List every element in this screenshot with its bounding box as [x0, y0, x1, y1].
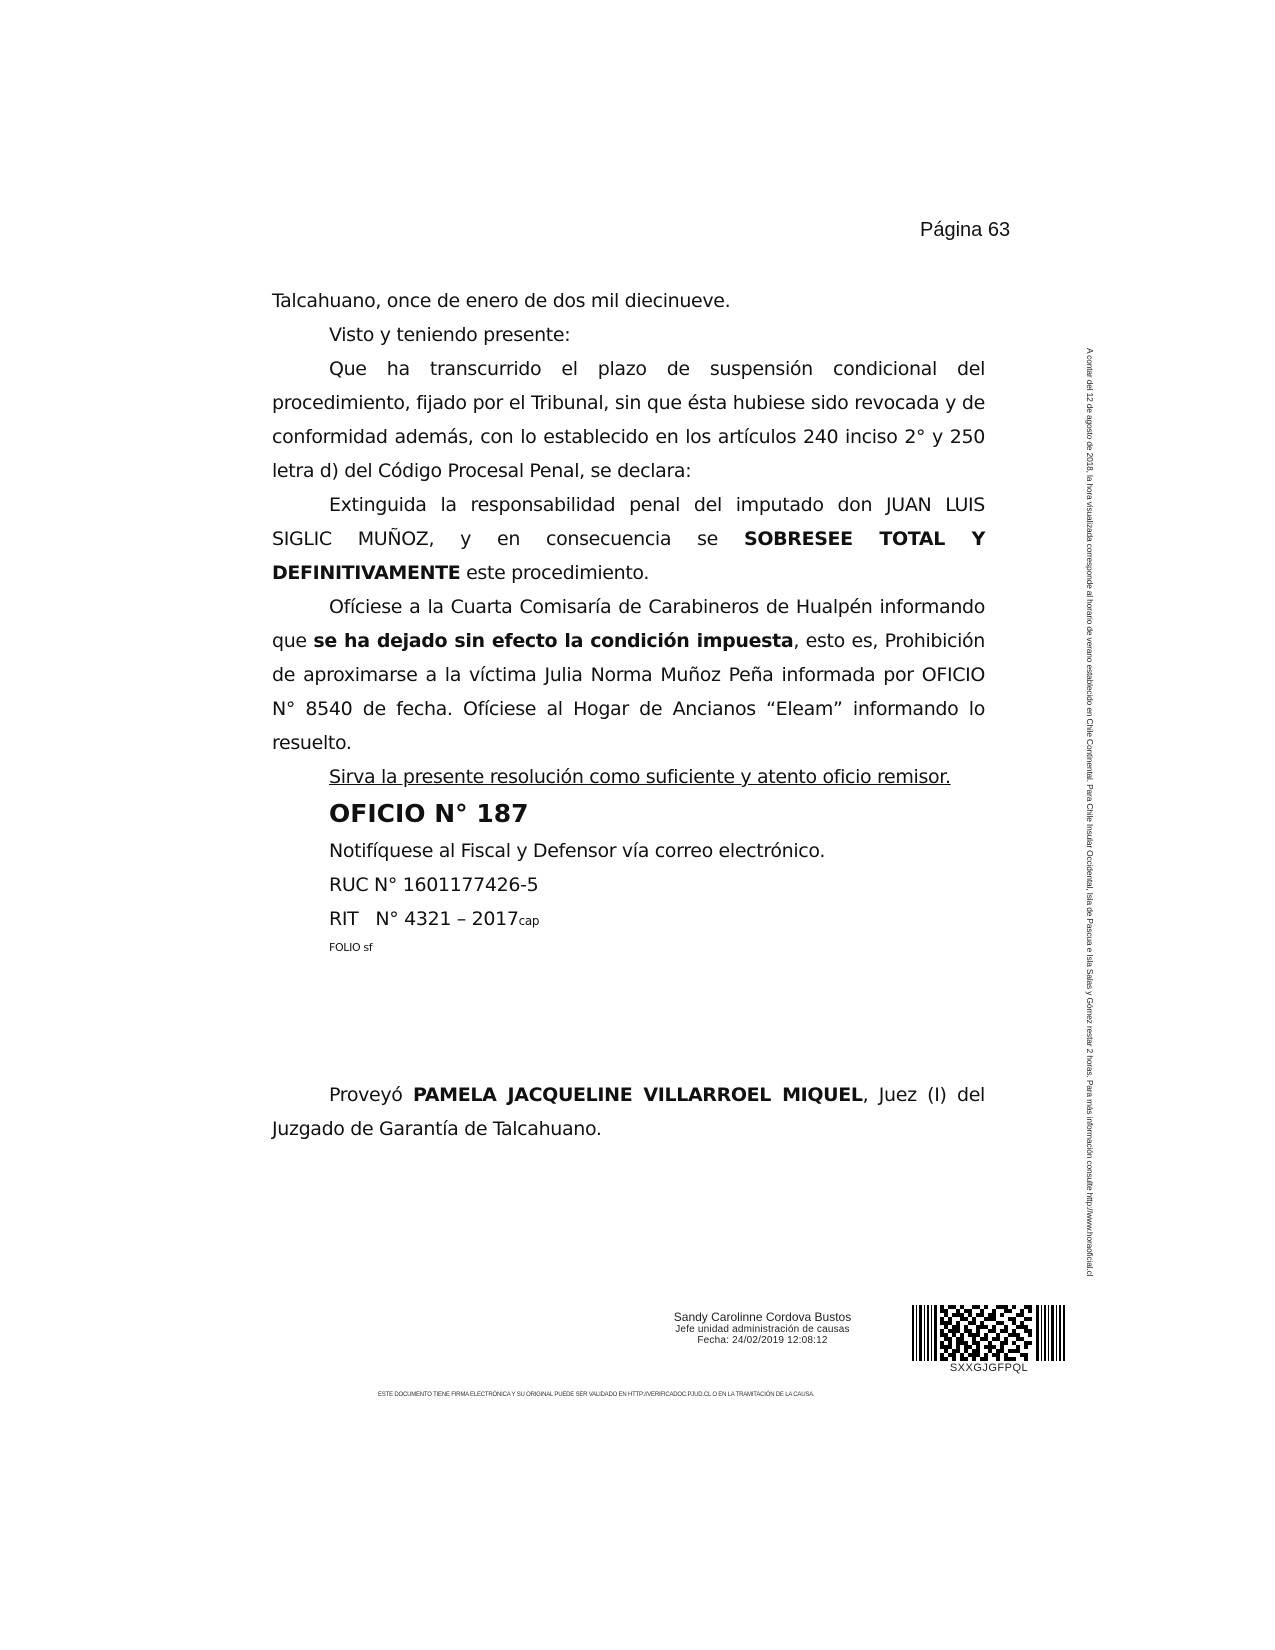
sobresee-emphasis: SOBRESEE TOTAL Y DEFINITIVAMENTE: [272, 528, 985, 584]
paragraph-sobreseimiento-text: Extinguida la responsabilidad penal del imputado don JUAN LUIS SIGLIC MUÑOZ, y en consecuencia se: [272, 494, 985, 550]
oficio-heading: OFICIO N° 187: [329, 799, 529, 828]
rit-text: RIT N° 4321 – 2017: [329, 908, 519, 930]
resolution-body: [272, 284, 985, 1146]
signer-name: Sandy Carolinne Cordova Bustos: [673, 1310, 852, 1324]
notifiquese-line: Notifíquese al Fiscal y Defensor vía correo electrónico.: [329, 840, 826, 862]
condicion-emphasis: se ha dejado sin efecto la condición impuesta: [313, 630, 794, 652]
paragraph-suspension: Que ha transcurrido el plazo de suspensión condicional del procedimiento, fijado por el Tribunal, sin que ésta hubiese sido revocada y de conformidad además, con lo establecido en los artículos 240 inciso 2° y 250 letra d) del Código Procesal Penal, se declara:: [272, 358, 985, 482]
signature-date: Fecha: 24/02/2019 12:08:12: [697, 1335, 828, 1346]
signer-role: Jefe unidad administración de causas: [675, 1324, 850, 1335]
barcode-code: SXXGJGFPQL: [949, 1362, 1029, 1374]
ruc-line: RUC N° 1601177426-5: [329, 874, 539, 896]
rit-line: [272, 902, 985, 938]
paragraph-sobreseimiento: [272, 488, 985, 590]
time-zone-side-note: A contar del 12 de agosto de 2018, la hora visualizada corresponde al horario de verano establecido en Chile Continental. Para Chile Insular Occidental, Isla de Pascua e Isla Salas y Gómez restar 2 horas. Para más información consulte http://www.horaoficial.cl: [1085, 348, 1095, 1277]
spacer: [272, 958, 985, 1078]
folio-line: FOLIO sf: [329, 941, 373, 954]
page-number: Página 63: [920, 219, 1011, 241]
visto-line: Visto y teniendo presente:: [329, 324, 571, 346]
judge-name: PAMELA JACQUELINE VILLARROEL MIQUEL: [412, 1084, 863, 1106]
paragraph-oficiese-text: Ofíciese a la Cuarta Comisaría de Carabineros de Hualpén informando que: [272, 596, 985, 652]
date-line: Talcahuano, once de enero de dos mil diecinueve.: [272, 290, 731, 312]
barcode-image: [912, 1305, 1066, 1361]
paragraph-oficiese-tail: , esto es, Prohibición de aproximarse a la víctima Julia Norma Muñoz Peña informada por OFICIO N° 8540 de fecha. Ofíciese al Hogar de Ancianos “Eleam” informando lo resuelto.: [272, 630, 985, 754]
paragraph-oficiese: [272, 590, 985, 760]
sirva-line: Sirva la presente resolución como suficiente y atento oficio remisor.: [329, 766, 951, 788]
paragraph-sobreseimiento-tail: este procedimiento.: [460, 562, 650, 584]
rit-suffix: cap: [518, 914, 540, 928]
proveyo-tail: , Juez (I) del Juzgado de Garantía de Talcahuano.: [272, 1084, 985, 1140]
proveyo-paragraph: [272, 1078, 985, 1146]
proveyo-text: Proveyó: [329, 1084, 413, 1106]
signature-block: [640, 1310, 885, 1346]
validation-footer-note: ESTE DOCUMENTO TIENE FIRMA ELECTRÓNICA Y SU ORIGINAL PUEDE SER VALIDADO EN HTTP://VERIFICADOC.PJUD.CL O EN LA TRAMITACIÓN DE LA CAUSA.: [378, 1392, 815, 1398]
